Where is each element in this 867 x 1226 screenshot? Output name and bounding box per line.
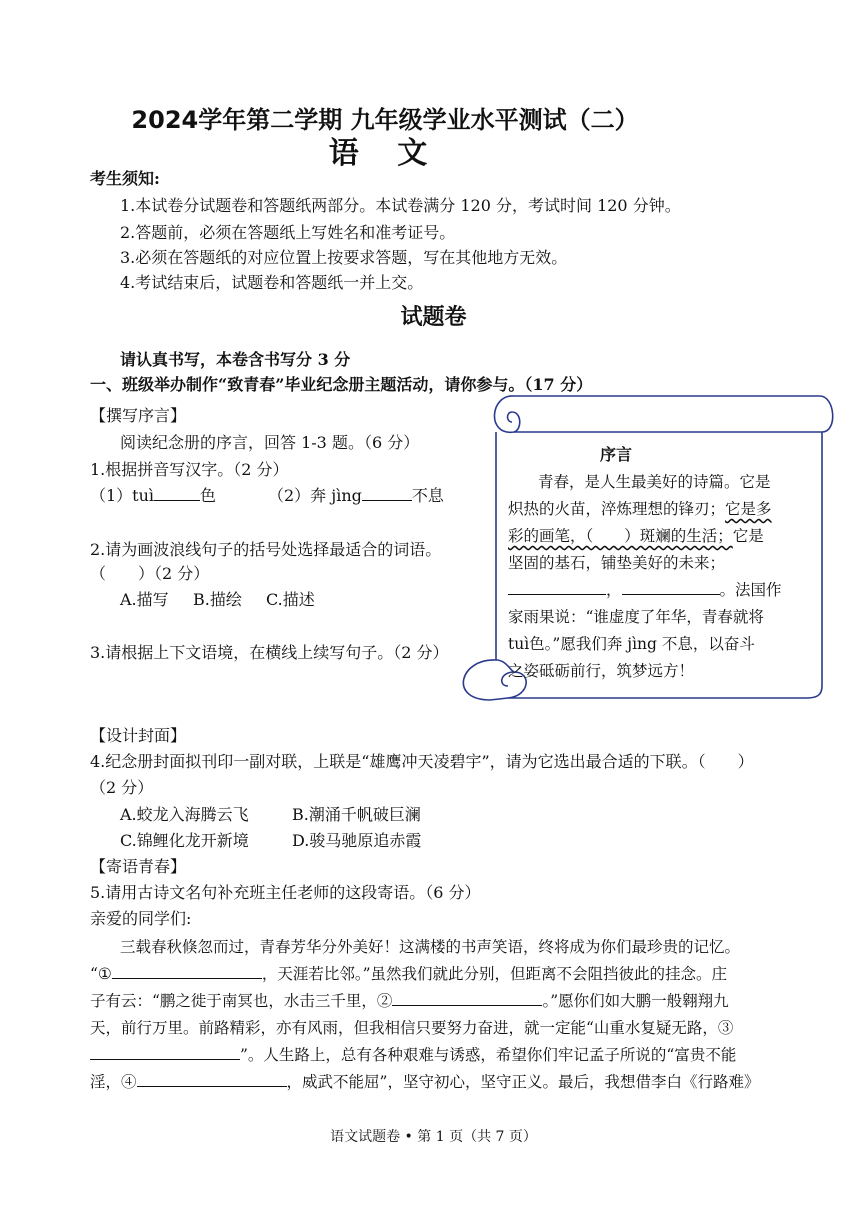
preface-line-2: 炽热的火苗，淬炼理想的锋刃；它是多 [508, 500, 772, 518]
preface-blank-1[interactable] [508, 578, 606, 595]
preface-title: 序言 [600, 445, 633, 464]
letter-line-1: 三载春秋倏忽而过，青春芳华分外美好！这满楼的书声笑语，终将成为你们最珍贵的记忆。 [120, 938, 741, 956]
q1-a [90, 483, 216, 506]
sub2-label: 【设计封面】 [90, 726, 187, 745]
notice-item-2: 2.答题前，必须在答题纸上写姓名和准考证号。 [120, 223, 456, 242]
q1-b-post: 不息 [411, 486, 444, 505]
sub3-label: 【寄语青春】 [90, 857, 187, 876]
notice-heading: 考生须知: [90, 169, 160, 188]
preface-line-4: 坚固的基石，铺垫美好的未来； [508, 554, 726, 572]
q2-option-a: A.描写 [120, 590, 169, 609]
letter-blank-3[interactable] [90, 1043, 240, 1060]
q5-stem: 5.请用古诗文名句补充班主任老师的这段寄语。（6 分） [90, 883, 481, 902]
letter-line-5: ”。人生路上，总有各种艰难与诱惑，希望你们牢记孟子所说的“富贵不能 [90, 1043, 736, 1065]
letter-blank-1[interactable] [112, 962, 262, 979]
q4-option-b: B.潮涌千帆破巨澜 [292, 805, 421, 824]
q4-score: （2 分） [90, 778, 154, 797]
wavy-sentence-part2: 彩的画笔，（ ）斑斓的生活； [508, 527, 733, 545]
subject-title: 语 文 [328, 136, 442, 171]
wavy-sentence-part1: 它是多 [725, 500, 772, 518]
q3-stem: 3.请根据上下文语境，在横线上续写句子。（2 分） [90, 643, 449, 662]
preface-blank-2[interactable] [622, 578, 720, 595]
exam-title: 2024学年第二学期 九年级学业水平测试（二） [131, 106, 639, 134]
q4-option-a: A.蛟龙入海腾云飞 [120, 805, 249, 824]
q1-b [268, 483, 444, 506]
q1-stem: 1.根据拼音写汉字。（2 分） [90, 460, 289, 479]
preface-line-6: 家雨果说：“谁虚度了年华，青春就将 [508, 608, 764, 626]
preface-line-7: tuì色。”愿我们奔 jìng 不息，以奋斗 [508, 635, 755, 653]
q4-stem: 4.纪念册封面拟刊印一副对联，上联是“雄鹰冲天凌碧宇”，请为它选出最合适的下联。（ ） [90, 752, 754, 771]
q2-option-c: C.描述 [266, 590, 315, 609]
letter-line-3: 子有云：“鹏之徙于南冥也，水击三千里，② 。”愿你们如大鹏一般翱翔九 [90, 989, 729, 1011]
preface-line-3: 彩的画笔，（ ）斑斓的生活；它是 [508, 527, 764, 545]
sub1-intro: 阅读纪念册的序言，回答 1-3 题。（6 分） [120, 433, 420, 452]
q2-paren: （ ）（2 分） [90, 564, 210, 583]
preface-line-8: 之姿砥砺前行，筑梦远方！ [508, 662, 695, 680]
q4-option-c: C.锦鲤化龙开新境 [120, 831, 249, 850]
q2-option-b: B.描绘 [193, 590, 242, 609]
q2-stem: 2.请为画波浪线句子的括号处选择最适合的词语。 [90, 540, 442, 559]
q1-b-pre: （2）奔 jìng [268, 486, 362, 505]
q1-b-blank[interactable] [362, 484, 412, 501]
letter-line-6: 淫，④ ，威武不能屈”，坚守初心，坚守正义。最后，我想借李白《行路难》 [90, 1070, 759, 1092]
letter-blank-2[interactable] [392, 989, 542, 1006]
letter-greeting: 亲爱的同学们: [90, 909, 192, 928]
q1-a-pre: （1）tuì [90, 486, 155, 505]
preface-line-5: ， 。法国作 [508, 578, 782, 600]
letter-line-4: 天，前行万里。前路精彩，亦有风雨，但我相信只要努力奋进，就一定能“山重水复疑无路，③ [90, 1019, 734, 1037]
notice-item-3: 3.必须在答题纸的对应位置上按要求答题，写在其他地方无效。 [120, 248, 568, 267]
section-title: 试题卷 [400, 305, 467, 330]
page-footer: 语文试题卷 • 第 1 页（共 7 页） [330, 1129, 537, 1145]
sub1-label: 【撰写序言】 [90, 406, 187, 425]
q1-a-blank[interactable] [154, 484, 200, 501]
letter-line-2: “① ，天涯若比邻。”虽然我们就此分别，但距离不会阻挡彼此的挂念。庄 [90, 962, 727, 984]
notice-item-1: 1.本试卷分试题卷和答题纸两部分。本试卷满分 120 分，考试时间 120 分钟。 [120, 196, 681, 215]
preface-line-1: 青春，是人生最美好的诗篇。它是 [538, 473, 771, 491]
q4-option-d: D.骏马驰原追赤霞 [292, 831, 422, 850]
notice-item-4: 4.考试结束后，试题卷和答题纸一并上交。 [120, 273, 424, 292]
q1-a-post: 色 [200, 486, 217, 505]
handwriting-note: 请认真书写，本卷含书写分 3 分 [120, 350, 351, 369]
letter-blank-4[interactable] [137, 1070, 287, 1087]
part1-heading: 一、班级举办制作“致青春”毕业纪念册主题活动，请你参与。（17 分） [90, 375, 593, 394]
